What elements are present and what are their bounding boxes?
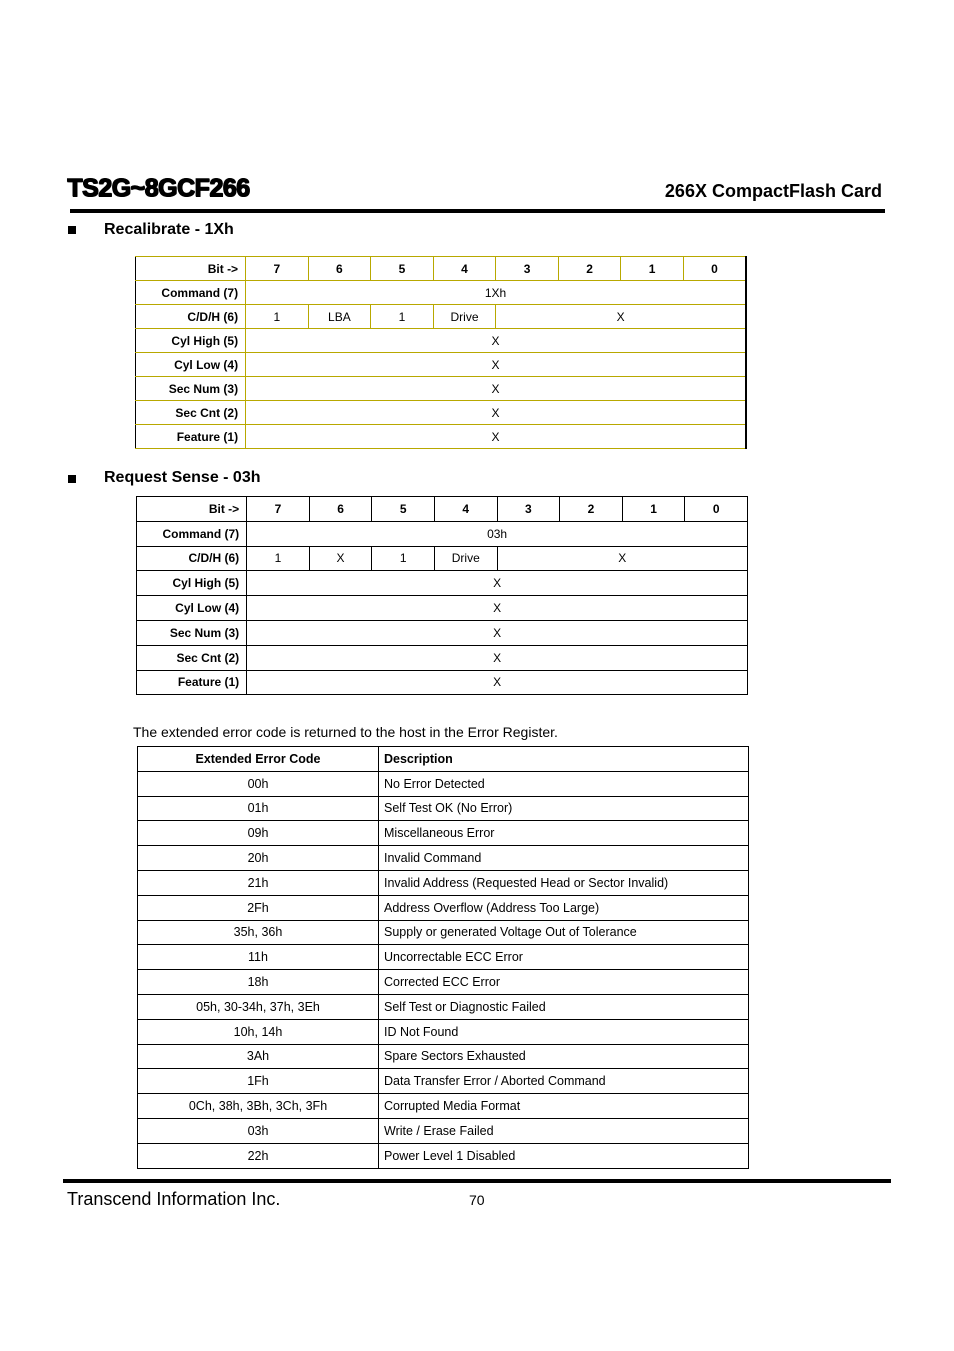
register-label: Feature (1) — [137, 670, 247, 695]
register-value: X — [247, 670, 748, 695]
register-label: Cyl High (5) — [136, 329, 246, 353]
error-description-cell: Miscellaneous Error — [379, 821, 749, 846]
table-row — [136, 305, 747, 329]
bit-header: 5 — [372, 497, 435, 522]
table-row — [138, 1044, 749, 1069]
error-description-cell: Invalid Address (Requested Head or Sector Invalid) — [379, 870, 749, 895]
register-label: Cyl High (5) — [137, 571, 247, 596]
error-code-cell: 01h — [138, 796, 379, 821]
register-value: 1 — [372, 546, 435, 571]
register-value: LBA — [308, 305, 371, 329]
extended-error-intro: The extended error code is returned to the host in the Error Register. — [133, 724, 558, 740]
table-row — [138, 945, 749, 970]
footer-company: Transcend Information Inc. — [67, 1189, 281, 1209]
table-row — [136, 281, 747, 305]
bit-header: 3 — [496, 257, 559, 281]
table-row — [137, 670, 748, 695]
error-code-cell: 0Ch, 38h, 3Bh, 3Ch, 3Fh — [138, 1094, 379, 1119]
error-code-cell: 03h — [138, 1118, 379, 1143]
table-row — [138, 994, 749, 1019]
error-description-cell: Write / Erase Failed — [379, 1118, 749, 1143]
bit-header: 4 — [433, 257, 496, 281]
error-description-cell: Spare Sectors Exhausted — [379, 1044, 749, 1069]
document-subtitle: 266X CompactFlash Card — [664, 181, 882, 201]
register-label: Sec Cnt (2) — [137, 645, 247, 670]
register-label: Feature (1) — [136, 425, 246, 449]
register-label: Cyl Low (4) — [137, 596, 247, 621]
register-value: 1 — [371, 305, 434, 329]
register-value: X — [246, 401, 746, 425]
register-value: Drive — [433, 305, 496, 329]
register-value: X — [309, 546, 372, 571]
register-value: 03h — [247, 521, 748, 546]
table-row — [138, 1118, 749, 1143]
bullet-icon — [68, 226, 76, 234]
error-description-cell: Uncorrectable ECC Error — [379, 945, 749, 970]
register-value: X — [247, 645, 748, 670]
error-description-cell: ID Not Found — [379, 1019, 749, 1044]
register-value: 1Xh — [246, 281, 746, 305]
bit-header: 4 — [434, 497, 497, 522]
section-heading-recalibrate: Recalibrate - 1Xh — [104, 221, 234, 238]
table-row — [137, 546, 748, 571]
error-description-cell: Supply or generated Voltage Out of Tolerance — [379, 920, 749, 945]
table-row — [137, 596, 748, 621]
column-header-description: Description — [379, 747, 749, 772]
bit-header: 0 — [683, 257, 746, 281]
bit-header: 3 — [497, 497, 560, 522]
bit-header: 5 — [371, 257, 434, 281]
table-row — [137, 620, 748, 645]
table-row — [136, 377, 747, 401]
page-number: 70 — [469, 1192, 485, 1208]
table-row — [136, 329, 747, 353]
table-row — [136, 257, 747, 281]
register-label: C/D/H (6) — [136, 305, 246, 329]
register-value: X — [496, 305, 746, 329]
table-row — [137, 645, 748, 670]
register-label: Cyl Low (4) — [136, 353, 246, 377]
register-value: Drive — [434, 546, 497, 571]
bit-label: Bit -> — [137, 497, 247, 522]
register-value: X — [246, 425, 746, 449]
register-value: X — [247, 571, 748, 596]
table-row — [137, 521, 748, 546]
error-code-cell: 1Fh — [138, 1069, 379, 1094]
register-label: C/D/H (6) — [137, 546, 247, 571]
error-description-cell: Power Level 1 Disabled — [379, 1143, 749, 1168]
register-value: X — [247, 620, 748, 645]
register-label: Sec Num (3) — [136, 377, 246, 401]
table-row — [137, 497, 748, 522]
table-row — [138, 796, 749, 821]
error-description-cell: Corrected ECC Error — [379, 970, 749, 995]
register-label: Sec Num (3) — [137, 620, 247, 645]
error-code-cell: 22h — [138, 1143, 379, 1168]
error-code-cell: 11h — [138, 945, 379, 970]
error-description-cell: Self Test or Diagnostic Failed — [379, 994, 749, 1019]
register-value: X — [246, 377, 746, 401]
error-code-cell: 10h, 14h — [138, 1019, 379, 1044]
extended-error-table — [137, 746, 749, 1169]
error-code-cell: 18h — [138, 970, 379, 995]
bit-header: 6 — [308, 257, 371, 281]
table-row — [138, 895, 749, 920]
error-code-cell: 3Ah — [138, 1044, 379, 1069]
register-value: X — [246, 329, 746, 353]
footer-divider — [63, 1179, 891, 1183]
register-label: Command (7) — [137, 521, 247, 546]
table-row — [138, 1094, 749, 1119]
register-label: Sec Cnt (2) — [136, 401, 246, 425]
table-row — [137, 571, 748, 596]
table-row — [138, 870, 749, 895]
error-description-cell: Corrupted Media Format — [379, 1094, 749, 1119]
table-row — [138, 771, 749, 796]
column-header-code: Extended Error Code — [138, 747, 379, 772]
table-row — [136, 353, 747, 377]
bit-label: Bit -> — [136, 257, 246, 281]
error-description-cell: Data Transfer Error / Aborted Command — [379, 1069, 749, 1094]
bit-header: 6 — [309, 497, 372, 522]
request-sense-register-table — [136, 496, 748, 695]
error-code-cell: 00h — [138, 771, 379, 796]
bit-header: 0 — [685, 497, 748, 522]
document-title: TS2G~8GCF266 — [67, 174, 250, 202]
error-description-cell: Self Test OK (No Error) — [379, 796, 749, 821]
error-code-cell: 05h, 30-34h, 37h, 3Eh — [138, 994, 379, 1019]
register-value: 1 — [247, 546, 310, 571]
bit-header: 1 — [622, 497, 685, 522]
table-row — [138, 920, 749, 945]
error-code-cell: 21h — [138, 870, 379, 895]
register-value: X — [246, 353, 746, 377]
bullet-icon — [68, 475, 76, 483]
error-code-cell: 35h, 36h — [138, 920, 379, 945]
table-row — [138, 821, 749, 846]
register-value: 1 — [246, 305, 309, 329]
table-row — [136, 401, 747, 425]
bit-header: 7 — [246, 257, 309, 281]
section-heading-request-sense: Request Sense - 03h — [104, 469, 261, 486]
bit-header: 1 — [621, 257, 684, 281]
error-description-cell: Invalid Command — [379, 846, 749, 871]
table-row — [138, 846, 749, 871]
register-value: X — [247, 596, 748, 621]
table-row — [138, 1069, 749, 1094]
table-row — [138, 1143, 749, 1168]
error-code-cell: 2Fh — [138, 895, 379, 920]
table-row — [138, 1019, 749, 1044]
error-code-cell: 09h — [138, 821, 379, 846]
bit-header: 2 — [560, 497, 623, 522]
recalibrate-register-table — [135, 256, 747, 449]
error-description-cell: No Error Detected — [379, 771, 749, 796]
bit-header: 7 — [247, 497, 310, 522]
header-divider — [70, 209, 885, 213]
error-code-cell: 20h — [138, 846, 379, 871]
table-header-row — [138, 747, 749, 772]
register-value: X — [497, 546, 747, 571]
register-label: Command (7) — [136, 281, 246, 305]
table-row — [138, 970, 749, 995]
bit-header: 2 — [558, 257, 621, 281]
table-row — [136, 425, 747, 449]
error-description-cell: Address Overflow (Address Too Large) — [379, 895, 749, 920]
